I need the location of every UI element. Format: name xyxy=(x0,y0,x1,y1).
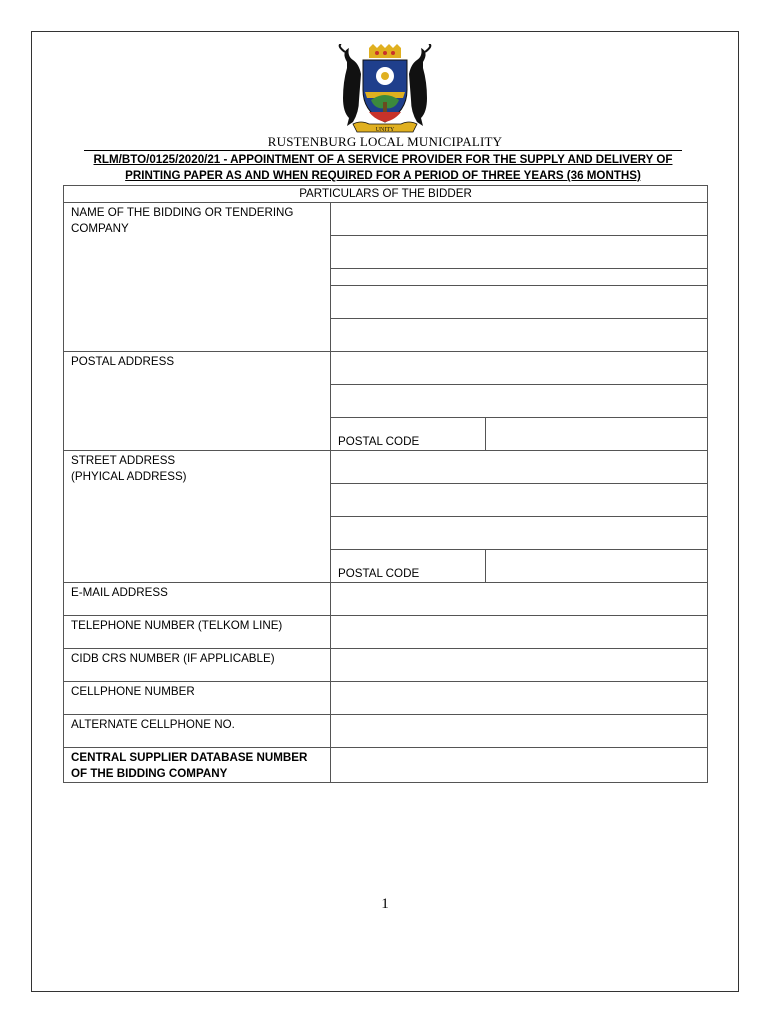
section-header: PARTICULARS OF THE BIDDER xyxy=(64,186,708,203)
company-name-field-4[interactable] xyxy=(331,286,708,319)
street-address-label xyxy=(64,451,331,583)
cellphone-label: CELLPHONE NUMBER xyxy=(64,682,331,715)
csd-number-label: CENTRAL SUPPLIER DATABASE NUMBER OF THE BIDDING COMPANY xyxy=(64,748,331,783)
email-label: E-MAIL ADDRESS xyxy=(64,583,331,616)
street-address-field-2[interactable] xyxy=(331,484,708,517)
bidder-particulars-table xyxy=(63,185,708,783)
coat-of-arms-logo xyxy=(325,44,445,136)
cidb-label: CIDB CRS NUMBER (IF APPLICABLE) xyxy=(64,649,331,682)
company-name-field-1[interactable] xyxy=(331,203,708,236)
street-address-field-1[interactable] xyxy=(331,451,708,484)
cellphone-field[interactable] xyxy=(331,682,708,715)
company-name-field-5[interactable] xyxy=(331,319,708,352)
street-address-field-3[interactable] xyxy=(331,517,708,550)
telephone-field[interactable] xyxy=(331,616,708,649)
street-postal-code-label: POSTAL CODE xyxy=(331,550,486,583)
telephone-label: TELEPHONE NUMBER (TELKOM LINE) xyxy=(64,616,331,649)
csd-number-field[interactable] xyxy=(331,748,708,783)
alt-cellphone-label: ALTERNATE CELLPHONE NO. xyxy=(64,715,331,748)
tender-title-line-1: RLM/BTO/0125/2020/21 - APPOINTMENT OF A SERVICE PROVIDER FOR THE SUPPLY AND DELIVERY OF xyxy=(93,153,673,166)
page-number: 1 xyxy=(381,896,389,912)
company-name-field-2[interactable] xyxy=(331,236,708,269)
postal-code-field[interactable] xyxy=(486,418,708,451)
email-field[interactable] xyxy=(331,583,708,616)
cidb-field[interactable] xyxy=(331,649,708,682)
crest-motto: UNITY xyxy=(375,127,395,133)
street-address-label-line-1: STREET ADDRESS xyxy=(71,454,176,467)
header-divider xyxy=(84,150,682,151)
postal-address-field-2[interactable] xyxy=(331,385,708,418)
postal-address-label: POSTAL ADDRESS xyxy=(64,352,331,451)
tender-title xyxy=(84,152,682,184)
tender-title-line-2: PRINTING PAPER AS AND WHEN REQUIRED FOR A PERIOD OF THREE YEARS (36 MONTHS) xyxy=(125,169,641,182)
postal-code-label: POSTAL CODE xyxy=(331,418,486,451)
company-name-label: NAME OF THE BIDDING OR TENDERING COMPANY xyxy=(64,203,331,352)
street-address-label-line-2: (PHYICAL ADDRESS) xyxy=(71,470,187,483)
alt-cellphone-field[interactable] xyxy=(331,715,708,748)
street-postal-code-field[interactable] xyxy=(486,550,708,583)
company-name-field-3[interactable] xyxy=(331,269,708,286)
municipality-name: RUSTENBURG LOCAL MUNICIPALITY xyxy=(267,134,503,149)
postal-address-field-1[interactable] xyxy=(331,352,708,385)
